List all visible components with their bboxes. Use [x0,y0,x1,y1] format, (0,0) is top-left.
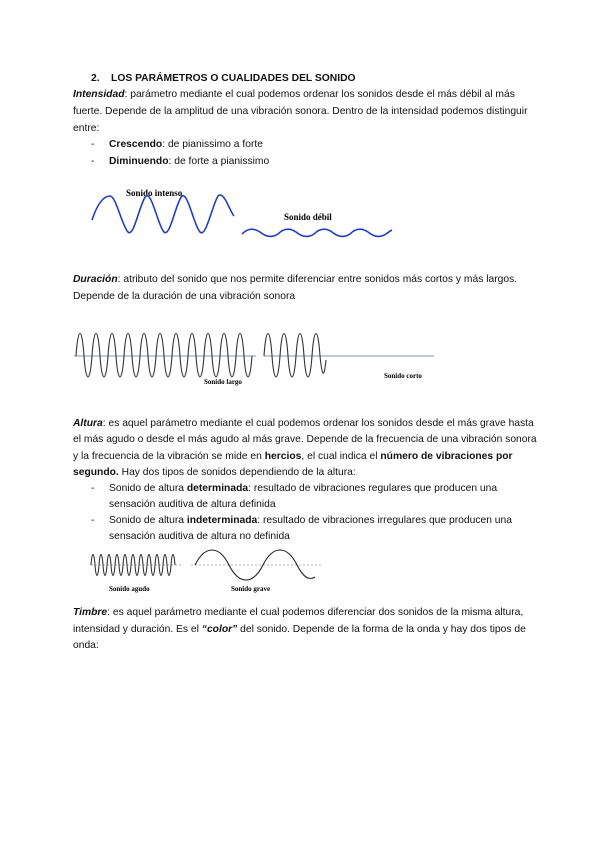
list-bullet: - [91,156,95,167]
intensidad-figure [92,182,422,252]
label-sonido-agudo: Sonido agudo [109,585,150,593]
label-sonido-intenso: Sonido intenso [126,188,183,198]
duracion-term: Duración [73,274,118,285]
label-sonido-corto: Sonido corto [384,372,422,380]
duracion-figure [74,320,434,395]
intensidad-line-1: Intensidad: parámetro mediante el cual podemos ordenar los sonidos desde el más débil al más [73,89,515,100]
duracion-line-2: Depende de la duración de una vibración sonora [73,291,296,302]
altura-line-3: y la frecuencia de la vibración se mide en hercios, el cual indica el número de vibraciones por [73,451,513,462]
label-sonido-largo: Sonido largo [204,378,242,386]
list-bullet: - [91,483,95,494]
altura-term: Altura [73,418,103,429]
strong-wave [92,195,234,233]
timbre-line-1: Timbre: es aquel parámetro mediante el cual podemos diferenciar dos sonidos de la misma altura, [73,607,524,618]
list-bullet: - [91,515,95,526]
altura-figure [91,547,371,597]
intensidad-line-2: fuerte. Depende de la amplitud de una vibración sonora. Dentro de la intensidad podemos distinguir [73,106,528,117]
timbre-line-2: intensidad y duración. Es el “color” del sonido. Depende de la forma de la onda y hay dos tipos de [73,624,526,635]
altura-line-2: el más agudo o desde el más agudo al más grave. Depende de la frecuencia de una vibración sonora [73,434,537,445]
list-item-determinada: Sonido de altura determinada: resultado de vibraciones regulares que producen una [109,483,498,494]
list-item-diminuendo: Diminuendo: de forte a pianissimo [109,156,270,167]
section-title: LOS PARÁMETROS O CUALIDADES DEL SONIDO [111,73,356,84]
long-wave [76,334,252,378]
duracion-line-1: Duración: atributo del sonido que nos permite diferenciar entre sonidos más cortos y más largos. [73,274,518,285]
list-item-indeterminada-cont: sensación auditiva de altura no definida [109,531,290,542]
intensidad-line-3: entre: [73,123,100,134]
altura-line-4: segundo. Hay dos tipos de sonidos dependiendo de la altura: [73,467,356,478]
section-number: 2. [91,73,100,84]
short-wave [264,334,326,378]
timbre-term: Timbre [73,607,108,618]
label-sonido-grave: Sonido grave [231,585,271,593]
list-item-determinada-cont: sensación auditiva de altura definida [109,499,276,510]
list-item-crescendo: Crescendo: de pianissimo a forte [109,139,263,150]
section-heading [91,71,356,87]
intensidad-term: Intensidad [73,89,125,100]
timbre-line-3: onda: [73,640,99,651]
list-bullet: - [91,139,95,150]
list-item-indeterminada: Sonido de altura indeterminada: resultado de vibraciones irregulares que producen una [109,515,512,526]
label-sonido-debil: Sonido débil [284,212,332,222]
weak-wave [242,229,392,236]
altura-line-1: Altura: es aquel parámetro mediante el cual podemos ordenar los sonidos desde el más grave hasta [73,418,534,429]
